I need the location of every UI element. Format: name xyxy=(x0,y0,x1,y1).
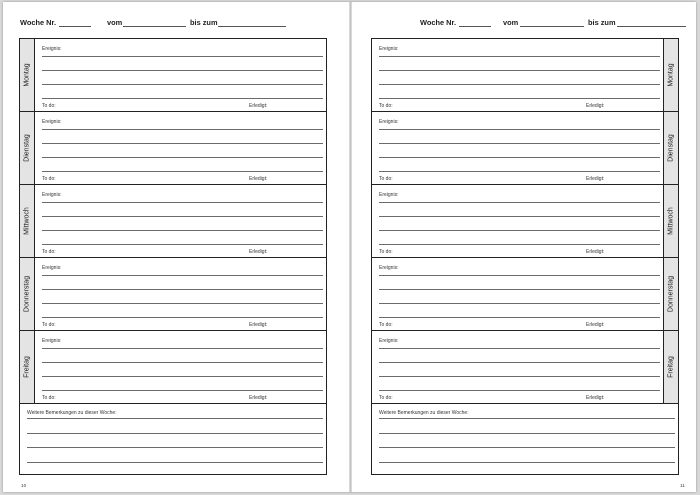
day-section xyxy=(372,112,678,185)
writing-line[interactable] xyxy=(379,362,660,363)
day-tab xyxy=(20,185,35,257)
day-tab xyxy=(663,258,678,330)
from-date-field[interactable] xyxy=(123,26,186,27)
event-label: Ereignis: xyxy=(42,265,62,271)
week-number-field[interactable] xyxy=(459,26,491,27)
todo-label: To do: xyxy=(379,322,393,328)
day-tab xyxy=(663,112,678,184)
writing-line[interactable] xyxy=(42,244,323,245)
writing-line[interactable] xyxy=(42,230,323,231)
writing-line[interactable] xyxy=(42,98,323,99)
notebook-spread xyxy=(3,2,696,492)
writing-line[interactable] xyxy=(379,143,660,144)
notes-line[interactable] xyxy=(379,433,675,434)
day-section xyxy=(20,39,326,112)
to-date-label: bis zum xyxy=(190,18,218,27)
week-number-label: Woche Nr. xyxy=(420,18,457,27)
day-section xyxy=(372,39,678,112)
writing-line[interactable] xyxy=(42,303,323,304)
from-date-label: vom xyxy=(503,18,519,27)
to-date-label: bis zum xyxy=(588,18,616,27)
notes-line[interactable] xyxy=(27,447,323,448)
writing-line[interactable] xyxy=(379,157,660,158)
day-name: Mittwoch xyxy=(667,207,675,235)
writing-line[interactable] xyxy=(379,70,660,71)
day-tab xyxy=(20,258,35,330)
notes-line[interactable] xyxy=(379,447,675,448)
day-section xyxy=(372,331,678,404)
day-tab xyxy=(663,331,678,403)
done-label: Erledigt: xyxy=(586,395,605,401)
day-tab xyxy=(663,185,678,257)
todo-label: To do: xyxy=(379,176,393,182)
writing-line[interactable] xyxy=(42,129,323,130)
writing-line[interactable] xyxy=(379,317,660,318)
writing-line[interactable] xyxy=(42,317,323,318)
writing-line[interactable] xyxy=(42,171,323,172)
writing-line[interactable] xyxy=(379,171,660,172)
day-section xyxy=(372,185,678,258)
done-label: Erledigt: xyxy=(586,103,605,109)
day-tab xyxy=(20,112,35,184)
to-date-field[interactable] xyxy=(617,26,686,27)
week-number-label: Woche Nr. xyxy=(20,18,57,27)
day-tab xyxy=(20,331,35,403)
writing-line[interactable] xyxy=(379,376,660,377)
event-label: Ereignis: xyxy=(42,192,62,198)
writing-line[interactable] xyxy=(379,348,660,349)
writing-line[interactable] xyxy=(42,56,323,57)
todo-label: To do: xyxy=(42,322,56,328)
writing-line[interactable] xyxy=(379,129,660,130)
writing-line[interactable] xyxy=(379,390,660,391)
page-number: 10 xyxy=(21,484,27,489)
event-label: Ereignis: xyxy=(379,192,399,198)
writing-line[interactable] xyxy=(42,376,323,377)
writing-line[interactable] xyxy=(42,275,323,276)
writing-line[interactable] xyxy=(42,70,323,71)
writing-line[interactable] xyxy=(379,244,660,245)
notes-line[interactable] xyxy=(379,418,675,419)
day-section xyxy=(372,258,678,331)
todo-label: To do: xyxy=(379,395,393,401)
writing-line[interactable] xyxy=(42,289,323,290)
day-name: Donnerstag xyxy=(23,275,31,313)
day-name: Freitag xyxy=(23,356,31,378)
todo-label: To do: xyxy=(379,249,393,255)
notes-label: Weitere Bemerkungen zu dieser Woche: xyxy=(27,410,117,416)
notes-line[interactable] xyxy=(379,462,675,463)
writing-line[interactable] xyxy=(42,157,323,158)
done-label: Erledigt: xyxy=(249,395,268,401)
week-number-field[interactable] xyxy=(59,26,91,27)
notes-label: Weitere Bemerkungen zu dieser Woche: xyxy=(379,410,469,416)
notes-line[interactable] xyxy=(27,462,323,463)
event-label: Ereignis: xyxy=(379,119,399,125)
writing-line[interactable] xyxy=(42,390,323,391)
todo-label: To do: xyxy=(42,249,56,255)
done-label: Erledigt: xyxy=(249,249,268,255)
page-number: 11 xyxy=(680,484,685,489)
day-name: Freitag xyxy=(667,356,675,378)
day-tab xyxy=(663,39,678,111)
writing-line[interactable] xyxy=(379,275,660,276)
day-section xyxy=(20,112,326,185)
writing-line[interactable] xyxy=(42,202,323,203)
notes-section xyxy=(372,404,678,475)
writing-line[interactable] xyxy=(42,348,323,349)
from-date-field[interactable] xyxy=(520,26,584,27)
day-name: Donnerstag xyxy=(667,275,675,313)
writing-line[interactable] xyxy=(379,84,660,85)
day-tab xyxy=(20,39,35,111)
todo-label: To do: xyxy=(42,103,56,109)
done-label: Erledigt: xyxy=(586,322,605,328)
done-label: Erledigt: xyxy=(249,176,268,182)
writing-line[interactable] xyxy=(379,303,660,304)
day-name: Montag xyxy=(23,63,31,87)
done-label: Erledigt: xyxy=(586,176,605,182)
day-name: Dienstag xyxy=(23,134,31,162)
notes-line[interactable] xyxy=(27,433,323,434)
event-label: Ereignis: xyxy=(379,265,399,271)
todo-label: To do: xyxy=(379,103,393,109)
writing-line[interactable] xyxy=(379,56,660,57)
writing-line[interactable] xyxy=(379,202,660,203)
day-section xyxy=(20,258,326,331)
writing-line[interactable] xyxy=(42,84,323,85)
notes-line[interactable] xyxy=(27,418,323,419)
right-page xyxy=(351,2,697,492)
writing-line[interactable] xyxy=(42,216,323,217)
week-grid xyxy=(371,38,679,475)
done-label: Erledigt: xyxy=(586,249,605,255)
done-label: Erledigt: xyxy=(249,103,268,109)
day-name: Mittwoch xyxy=(23,207,31,235)
todo-label: To do: xyxy=(42,395,56,401)
from-date-label: vom xyxy=(107,18,123,27)
writing-line[interactable] xyxy=(42,143,323,144)
writing-line[interactable] xyxy=(379,230,660,231)
day-name: Dienstag xyxy=(667,134,675,162)
writing-line[interactable] xyxy=(379,289,660,290)
event-label: Ereignis: xyxy=(379,46,399,52)
notes-section xyxy=(20,404,326,475)
day-section xyxy=(20,331,326,404)
writing-line[interactable] xyxy=(379,98,660,99)
to-date-field[interactable] xyxy=(218,26,286,27)
writing-line[interactable] xyxy=(379,216,660,217)
event-label: Ereignis: xyxy=(42,46,62,52)
left-page xyxy=(3,2,349,492)
week-grid xyxy=(19,38,327,475)
done-label: Erledigt: xyxy=(249,322,268,328)
event-label: Ereignis: xyxy=(42,119,62,125)
day-section xyxy=(20,185,326,258)
event-label: Ereignis: xyxy=(379,338,399,344)
event-label: Ereignis: xyxy=(42,338,62,344)
day-name: Montag xyxy=(667,63,675,87)
writing-line[interactable] xyxy=(42,362,323,363)
todo-label: To do: xyxy=(42,176,56,182)
